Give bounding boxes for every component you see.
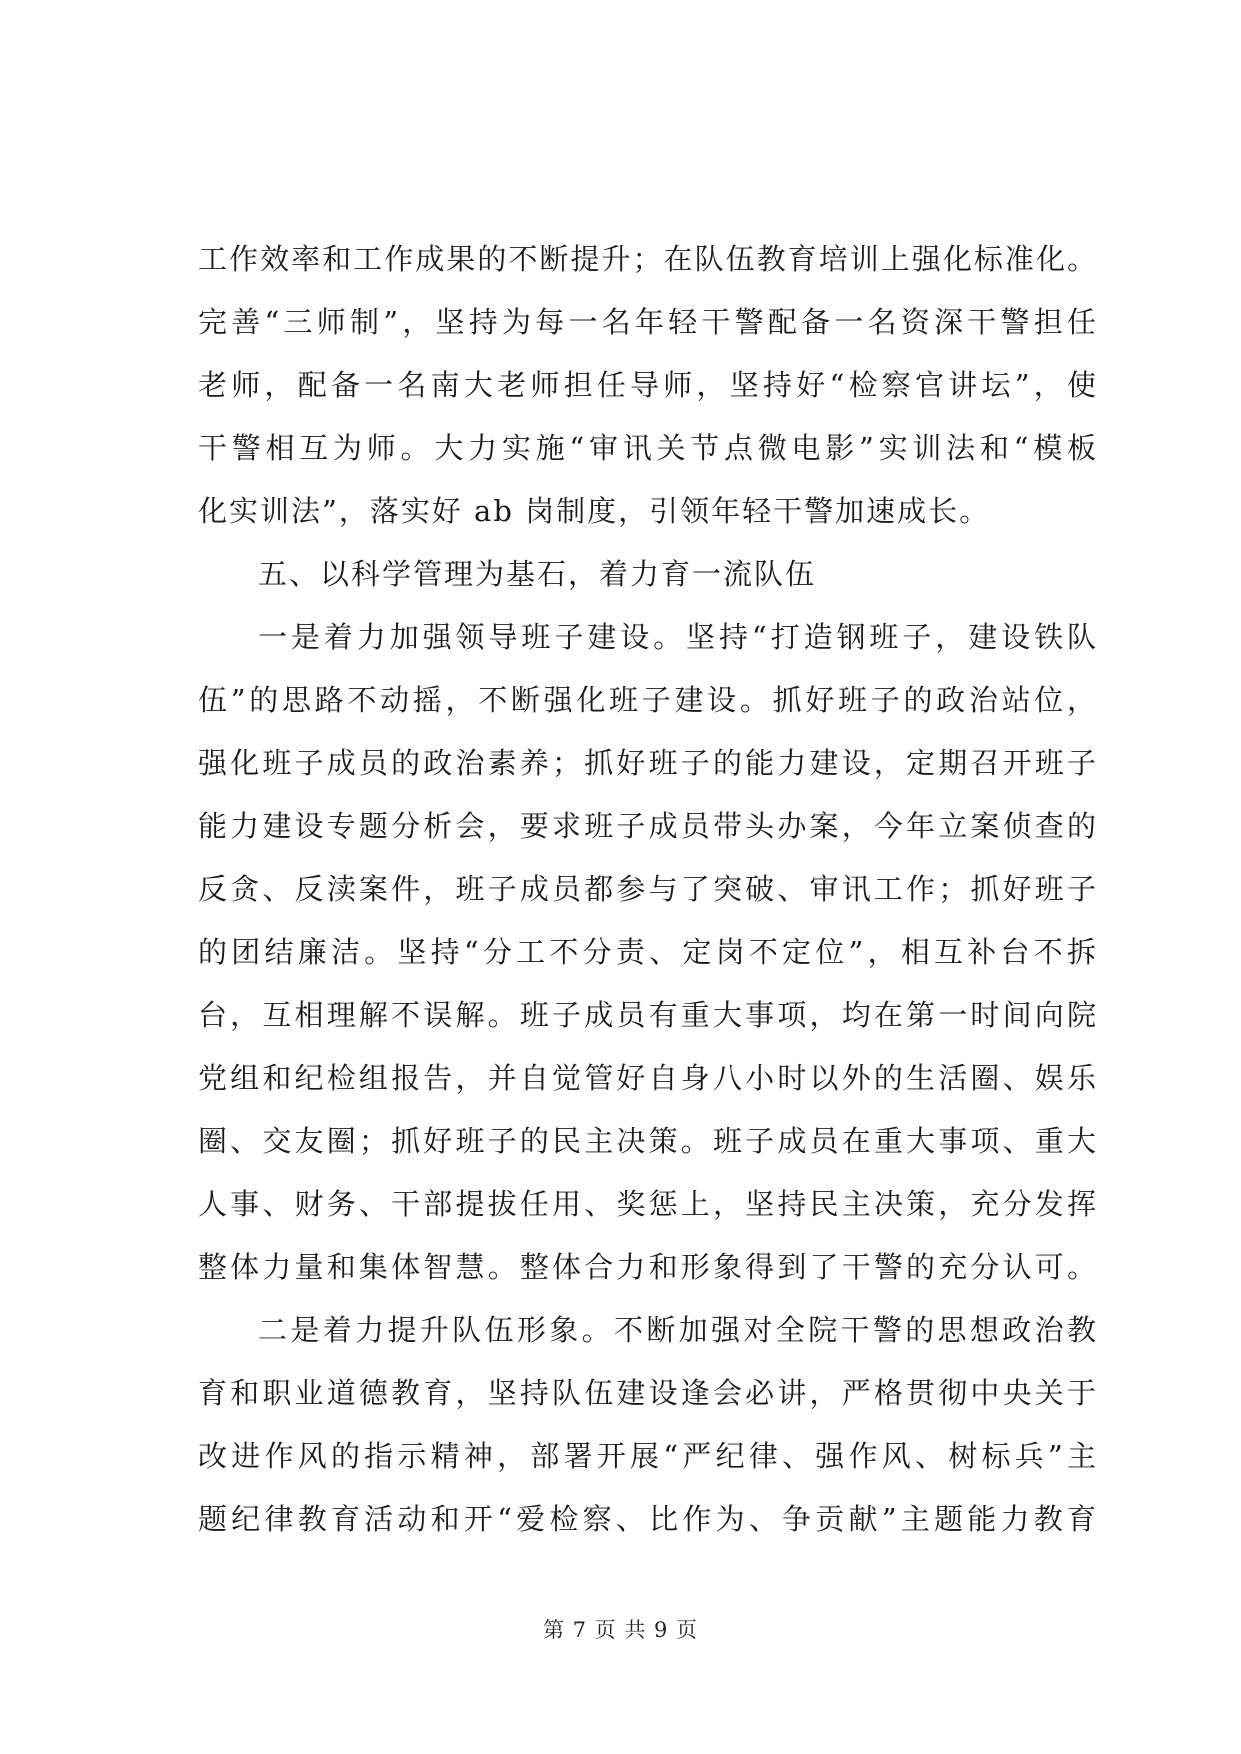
- text-line: 的团结廉洁。坚持“分工不分责、定岗不定位”，相互补台不拆: [198, 935, 1098, 969]
- text-line: 伍”的思路不动摇，不断强化班子建设。抓好班子的政治站位，: [198, 683, 1098, 717]
- text-line: 台，互相理解不误解。班子成员有重大事项，均在第一时间向院: [198, 998, 1098, 1032]
- text-line: 人事、财务、干部提拔任用、奖惩上，坚持民主决策，充分发挥: [198, 1187, 1098, 1221]
- text-line: 完善“三师制”，坚持为每一名年轻干警配备一名资深干警担任: [198, 305, 1098, 339]
- text-line: 工作效率和工作成果的不断提升；在队伍教育培训上强化标准化。: [198, 242, 1098, 276]
- text-line: 整体力量和集体智慧。整体合力和形象得到了干警的充分认可。: [198, 1250, 1098, 1284]
- text-line: 二是着力提升队伍形象。不断加强对全院干警的思想政治教: [258, 1313, 1098, 1347]
- text-line: 化实训法”，落实好 ab 岗制度，引领年轻干警加速成长。: [198, 494, 991, 528]
- text-line: 育和职业道德教育，坚持队伍建设逢会必讲，严格贯彻中央关于: [198, 1376, 1098, 1410]
- text-line: 一是着力加强领导班子建设。坚持“打造钢班子，建设铁队: [258, 620, 1098, 654]
- text-line: 老师，配备一名南大老师担任导师，坚持好“检察官讲坛”，使: [198, 368, 1098, 402]
- text-line: 圈、交友圈；抓好班子的民主决策。班子成员在重大事项、重大: [198, 1124, 1098, 1158]
- text-line: 能力建设专题分析会，要求班子成员带头办案，今年立案侦查的: [198, 809, 1098, 843]
- text-line: 党组和纪检组报告，并自觉管好自身八小时以外的生活圈、娱乐: [198, 1061, 1098, 1095]
- text-line: 干警相互为师。大力实施“审讯关节点微电影”实训法和“模板: [198, 431, 1098, 465]
- text-line: 强化班子成员的政治素养；抓好班子的能力建设，定期召开班子: [198, 746, 1098, 780]
- body-text: [198, 228, 1098, 1551]
- text-line: 题纪律教育活动和开“爱检察、比作为、争贡献”主题能力教育: [198, 1502, 1098, 1536]
- page-footer: 第 7 页 共 9 页: [542, 1618, 699, 1642]
- section-heading: 五、以科学管理为基石，着力育一流队伍: [258, 557, 817, 591]
- text-line: 反贪、反渎案件，班子成员都参与了突破、审讯工作；抓好班子: [198, 872, 1098, 906]
- text-line: 改进作风的指示精神，部署开展“严纪律、强作风、树标兵”主: [198, 1439, 1098, 1473]
